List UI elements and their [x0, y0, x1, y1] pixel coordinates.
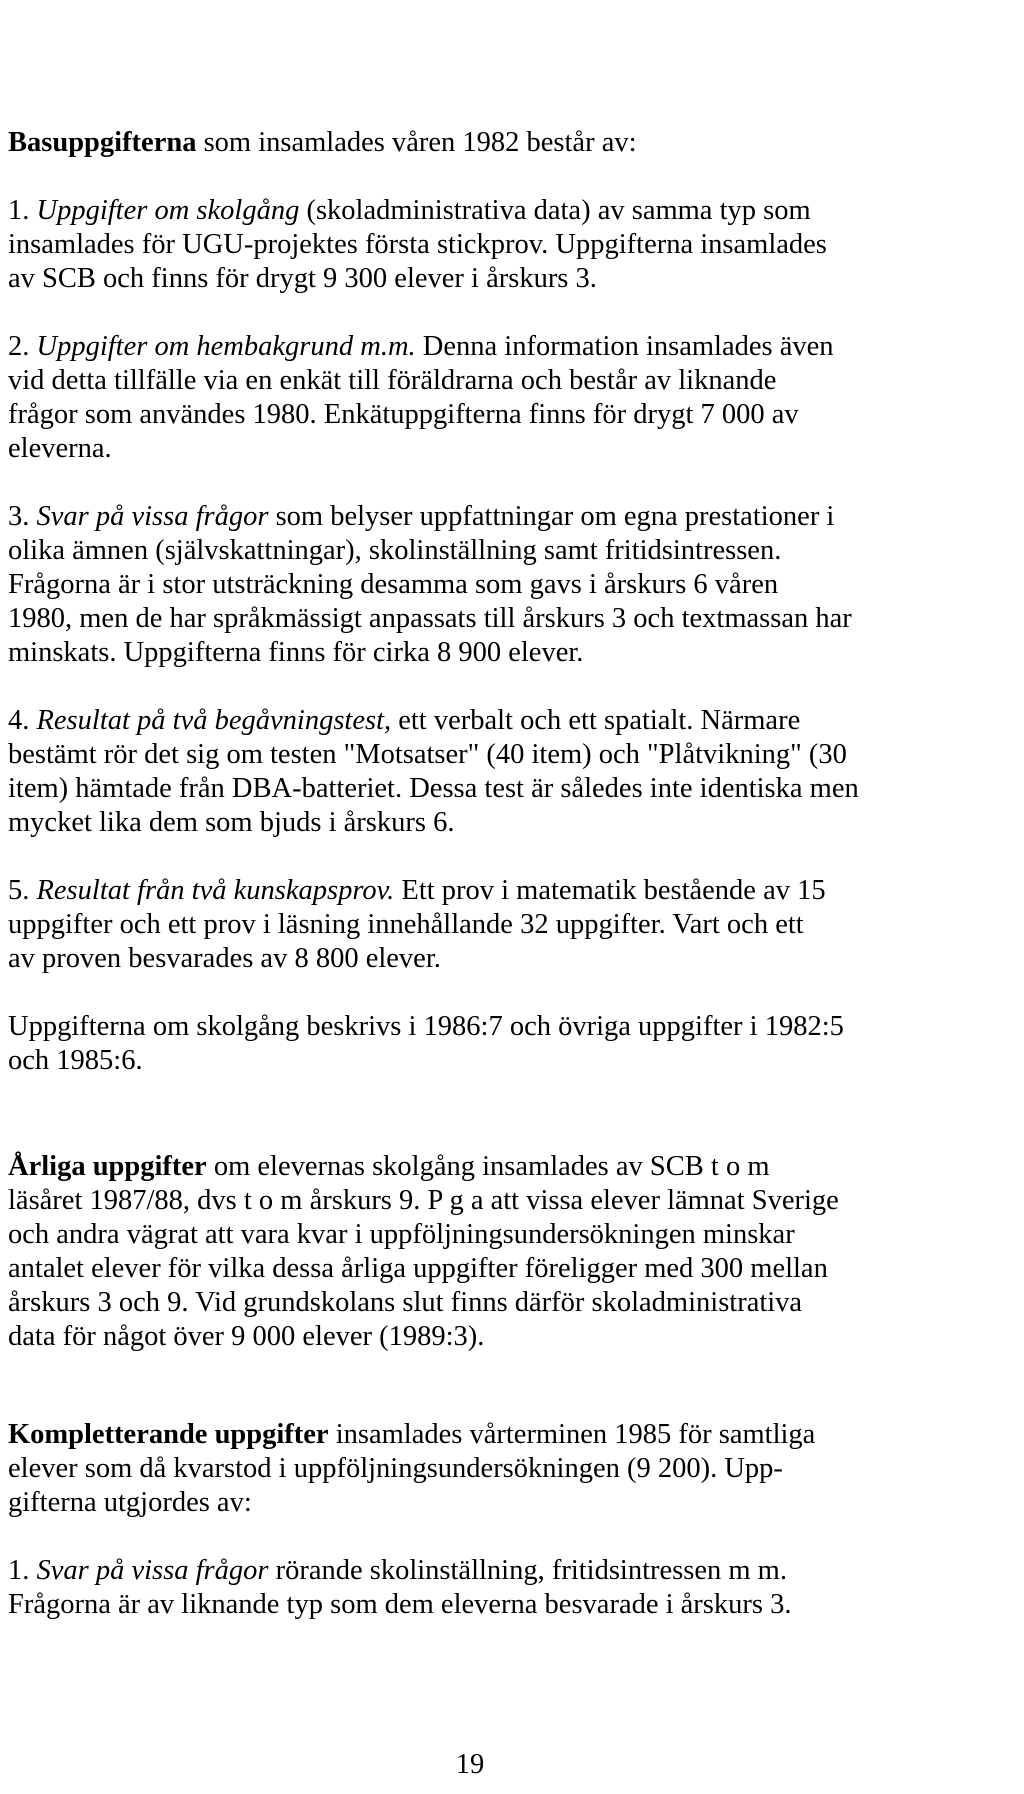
list-item-4: 4. Resultat på två begåvningstest, ett verbalt och ett spatialt. Närmare bestämt rör det sig om testen "Motsatser" (40 item) och "Plåtvikning" (30 item) hämtade från DBA-batteriet. Dessa test är således inte identiska men mycket lika dem som bjuds i årskurs 6. — [8, 705, 859, 838]
item-title: Svar på vissa frågor — [36, 1555, 269, 1586]
paragraph-intro: Basuppgifterna som insamlades våren 1982 består av: — [8, 127, 637, 158]
item-title: Svar på vissa frågor — [36, 501, 269, 532]
list-item-kompletterande-1: 1. Svar på vissa frågor rörande skolinställning, fritidsintressen m m. Frågorna är av liknande typ som dem eleverna besvarade i årskurs 3. — [8, 1555, 792, 1620]
item-title: Uppgifter om skolgång — [36, 195, 300, 226]
heading-basuppgifterna: Basuppgifterna — [8, 127, 197, 158]
paragraph-arliga: Årliga uppgifter om elevernas skolgång insamlades av SCB t o m läsåret 1987/88, dvs t o m årskurs 9. P g a att vissa elever lämnat Sverige och andra vägrat att vara kvar i uppföljningsundersökningen minskar antalet elever för vilka dessa årliga uppgifter föreligger med 300 mellan årskurs 3 och 9. Vid grundskolans slut finns därför skoladministrativa data för något över 9 000 elever (1989:3). — [8, 1151, 839, 1352]
item-title: Uppgifter om hembakgrund m.m. — [36, 331, 416, 362]
section-kompletterande — [8, 1418, 968, 1622]
paragraph-kompletterande: Kompletterande uppgifter insamlades vårterminen 1985 för samtliga elever som då kvarstod i uppföljningsundersökningen (9 200). Upp- gifterna utgjordes av: — [8, 1419, 816, 1518]
section-arliga-uppgifter — [8, 1150, 968, 1354]
section-basuppgifter — [8, 126, 968, 1078]
heading-arliga-uppgifter: Årliga uppgifter — [8, 1151, 207, 1182]
list-item-1: 1. Uppgifter om skolgång (skoladministrativa data) av samma typ som insamlades för UGU-projektes första stickprov. Uppgifterna insamlades av SCB och finns för drygt 9 300 elever i årskurs 3. — [8, 195, 827, 294]
paragraph-closing: Uppgifterna om skolgång beskrivs i 1986:7 och övriga uppgifter i 1982:5 och 1985:6. — [8, 1011, 844, 1076]
heading-kompletterande-uppgifter: Kompletterande uppgifter — [8, 1419, 329, 1450]
list-item-5: 5. Resultat från två kunskapsprov. Ett prov i matematik bestående av 15 uppgifter och ett prov i läsning innehållande 32 uppgifter. Vart och ett av proven besvarades av 8 800 elever. — [8, 875, 826, 974]
item-title: Resultat från två kunskapsprov. — [36, 875, 395, 906]
item-title: Resultat på två begåvningstest, — [36, 705, 392, 736]
page-number: 19 — [455, 1749, 485, 1780]
list-item-2: 2. Uppgifter om hembakgrund m.m. Denna information insamlades även vid detta tillfälle via en enkät till föräldrarna och består av liknande frågor som användes 1980. Enkätuppgifterna finns för drygt 7 000 av eleverna. — [8, 331, 834, 464]
list-item-3: 3. Svar på vissa frågor som belyser uppfattningar om egna prestationer i olika ämnen (självskattningar), skolinställning samt fritidsintressen. Frågorna är i stor utsträckning desamma som gavs i årskurs 6 våren 1980, men de har språkmässigt anpassats till årskurs 3 och textmassan har minskats. Uppgifterna finns för cirka 8 900 elever. — [8, 501, 852, 668]
